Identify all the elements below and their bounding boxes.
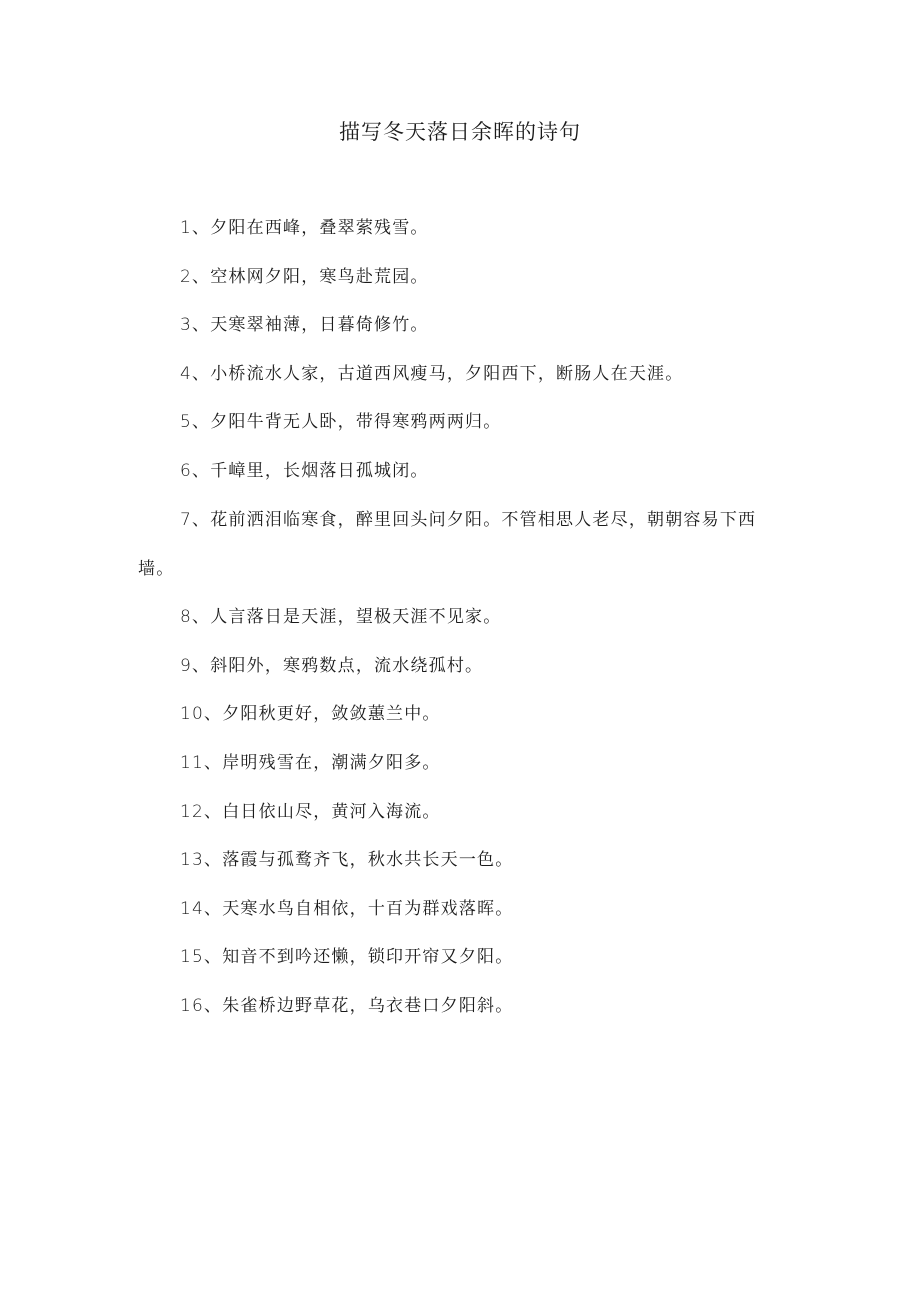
poem-line: 1、夕阳在西峰，叠翠萦残雪。 [180,218,429,238]
poem-line: 10、夕阳秋更好，敛敛蕙兰中。 [180,704,441,725]
poem-line: 2、空林网夕阳，寒鸟赴荒园。 [180,266,429,287]
poem-line: 15、知音不到吟还懒，锁印开帘又夕阳。 [180,947,514,968]
poem-list [138,211,788,1038]
poem-line: 11、岸明残雪在，潮满夕阳多。 [180,752,441,773]
poem-line: 8、人言落日是天涯，望极天涯不见家。 [180,607,502,628]
poem-line: 12、白日依山尽，黄河入海流。 [180,801,441,822]
poem-line: 16、朱雀桥边野草花，乌衣巷口夕阳斜。 [180,995,514,1016]
page-title: 描写冬天落日余晖的诗句 [339,120,581,144]
poem-line: 13、落霞与孤鹜齐飞，秋水共长天一色。 [180,850,514,871]
poem-line: 4、小桥流水人家，古道西风瘦马，夕阳西下，断肠人在天涯。 [180,363,684,384]
poem-line: 14、天寒水鸟自相依，十百为群戏落晖。 [180,898,514,919]
poem-line: 5、夕阳牛背无人卧，带得寒鸦两两归。 [180,412,502,433]
poem-line: 9、斜阳外，寒鸦数点，流水绕孤村。 [180,655,484,676]
poem-line: 3、天寒翠袖薄，日暮倚修竹。 [180,315,429,336]
poem-line: 7、花前洒泪临寒食，醉里回头问夕阳。不管相思人老尽，朝朝容易下西墙。 [138,509,757,579]
poem-line: 6、千嶂里，长烟落日孤城闭。 [180,460,429,481]
